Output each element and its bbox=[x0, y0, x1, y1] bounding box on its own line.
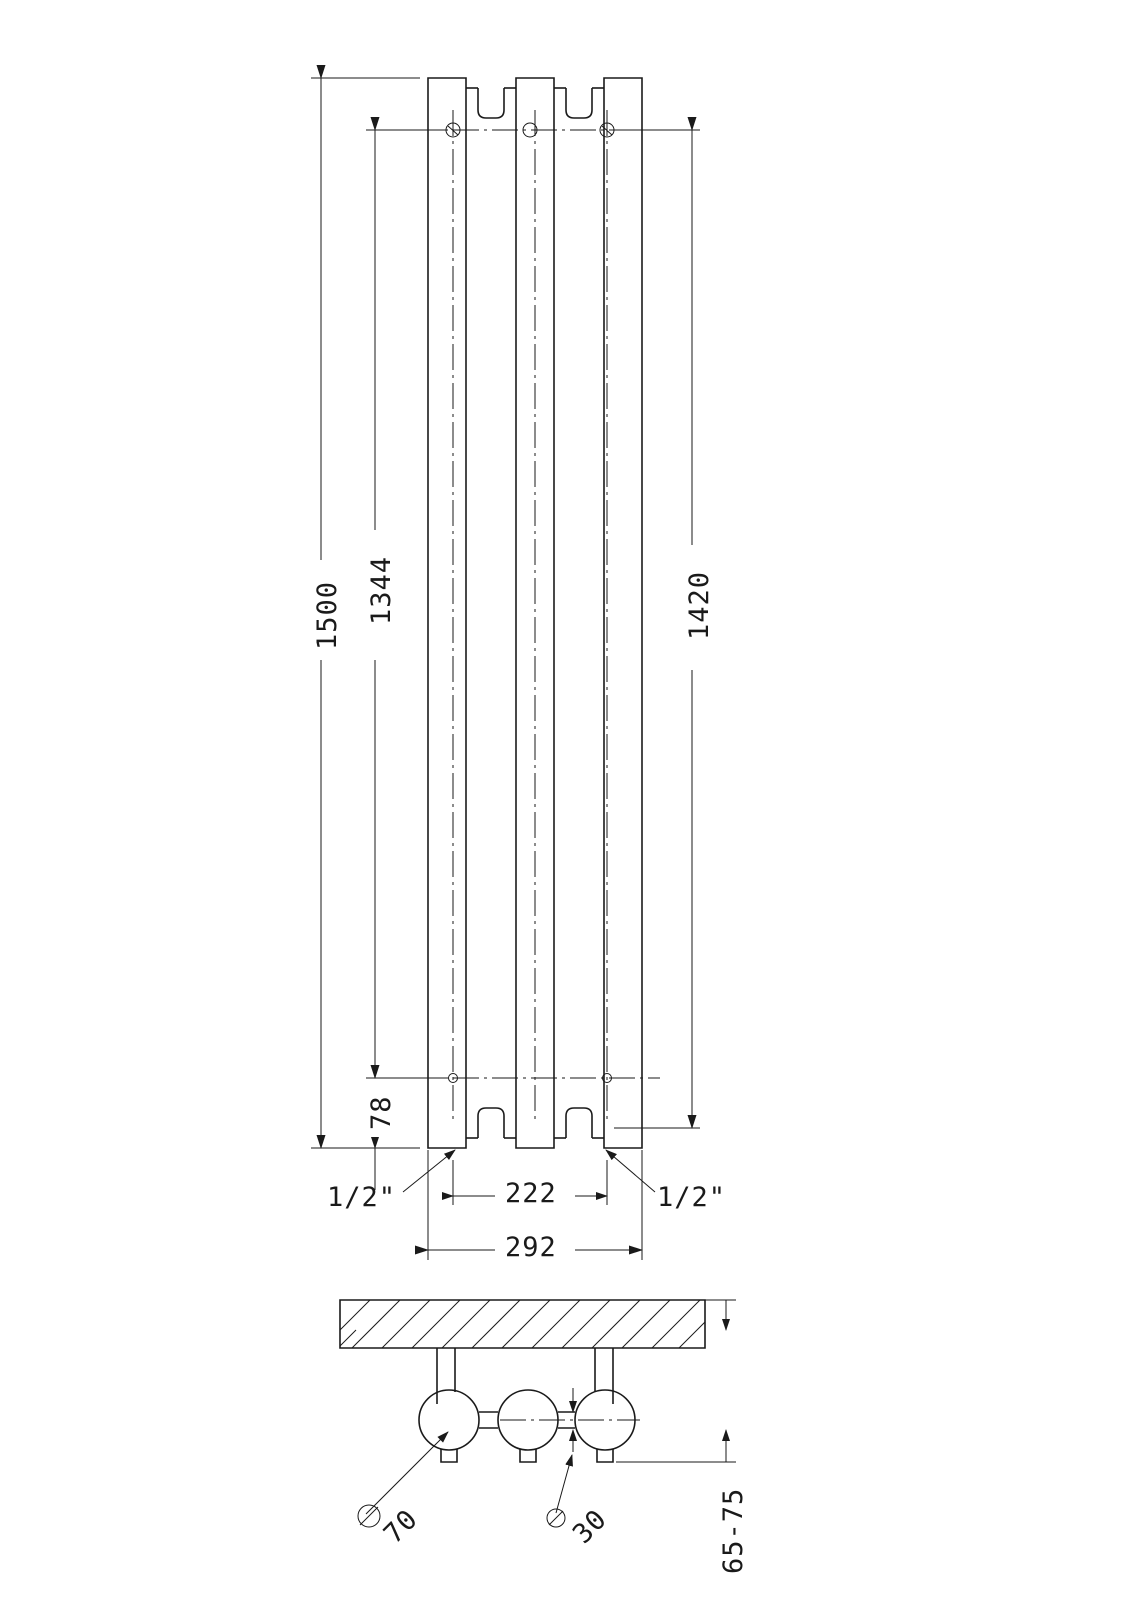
dimension-tube-diameter: 70 bbox=[378, 1503, 425, 1550]
dimension-inner-tube-centres: 222 bbox=[505, 1178, 557, 1209]
dimension-overall-height: 1500 bbox=[312, 580, 343, 650]
dimension-wall-distance: 65-75 bbox=[718, 1487, 749, 1574]
dimension-bracket-centres-height: 1344 bbox=[366, 555, 397, 625]
dimension-lower-bracket-offset: 78 bbox=[366, 1095, 397, 1130]
connection-size-right: 1/2" bbox=[657, 1182, 727, 1213]
dimension-small-tube-diameter: 30 bbox=[567, 1503, 614, 1550]
connection-size-left: 1/2" bbox=[327, 1182, 397, 1213]
dimension-valve-centres-height: 1420 bbox=[684, 570, 715, 640]
dimension-overall-width: 292 bbox=[505, 1232, 557, 1263]
top-view-section bbox=[340, 1300, 736, 1527]
front-view-radiator bbox=[414, 78, 660, 1148]
